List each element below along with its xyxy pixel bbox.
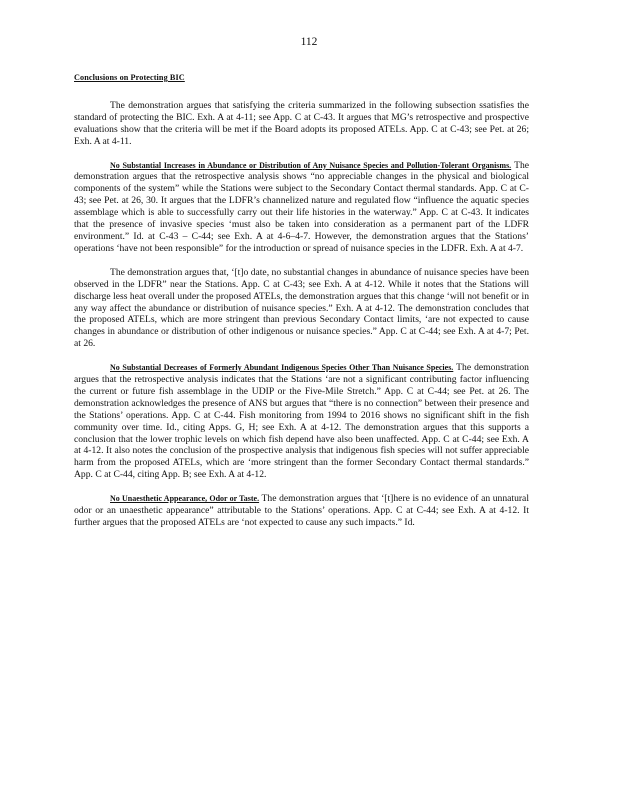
paragraph-aesthetics-body: The demonstration argues that ‘[t]here is no evidence of an unnatural odor or an unaesthetic appearance” attributable to the Stations’ operations. App. C at C-44; see Exh. A at 4-12. It further argues that the proposed ATELs are ‘not expected to cause any such impacts.” Id. xyxy=(74,493,529,528)
paragraph-indigenous-species-body: The demonstration argues that the retrospective analysis indicates that the Stations ‘are not a significant contributing factor influencing the current or future fish assemblage in the UDIP or the Five-Mile Stretch.” App. C at C-44; see Pet. at 26. The demonstration acknowledges the presence of ANS but argues that “there is no connection” between their presence and the Stations’ operations. App. C at C-44. Fish monitoring from 1994 to 2016 shows no significant shift in the fish community over time. Id., citing Apps. G, H; see Exh. A at 4-12. The demonstration argues that this supports a conclusion that the lower trophic levels on which fish depend have also been unaffected. App. C at C-44; see Exh. A at 4-12. It also notes the conclusion of the prospective analysis that indigenous fish species will not suffer appreciable harm from the proposed ATELs, which are ‘more stringent than the former Secondary Contact thermal standards.” App. C at C-44, citing App. B; see Exh. A at 4-12. xyxy=(74,362,529,481)
section-heading: Conclusions on Protecting BIC xyxy=(74,73,185,82)
page-number: 112 xyxy=(300,36,318,48)
run-in-heading-aesthetics: No Unaesthetic Appearance, Odor or Taste. xyxy=(110,494,260,504)
paragraph-nuisance-species-body: The demonstration argues that the retrospective analysis shows “no appreciable changes in the physical and biological components of the system” while the Stations were subject to the Secondary Contact thermal standards. App. C at C-43; see Pet. at 26, 30. It argues that the LDFR’s channelized nature and regulated flow “influence the aquatic species assemblage which is able to successfully carry out their life histories in the waterway.” App. C at C-43. It indicates that the presence of invasive species ‘must also be taken into consideration as a permanent part of the LDFR environment.” Id. at C-43 – C-44; see Exh. A at 4-6–4-7. However, the demonstration argues that the Stations’ operations ‘have not been responsible” for the introduction or spread of nuisance species in the LDFR. Exh. A at 4-7. xyxy=(74,159,530,254)
page-body xyxy=(74,72,529,543)
paragraph-nuisance-species xyxy=(74,160,529,255)
paragraph-aesthetics xyxy=(74,493,529,529)
paragraph-indigenous-species xyxy=(74,362,529,481)
run-in-heading-indigenous-species: No Substantial Decreases of Formerly Abundant Indigenous Species Other Than Nuisance Species. xyxy=(110,363,454,373)
paragraph-nuisance-changes: The demonstration argues that, ‘[t]o date, no substantial changes in abundance of nuisance species have been observed in the LDFR” near the Stations. App. C at C-43; see Exh. A at 4-12. While it notes that the Stations will discharge less heat overall under the proposed ATELs, the demonstration argues that this change ‘will not benefit or in any way affect the abundance or distribution of nuisance species.” Exh. A at 4-12. The demonstration concludes that the proposed ATELs, which are more stringent than previous Secondary Contact limits, ‘are not expected to cause changes in abundance or distribution of other indigenous or nuisance species.” App. C at C-44; see Exh. A at 4-7; Pet. at 26. xyxy=(74,266,529,350)
paragraph-summary: The demonstration argues that satisfying the criteria summarized in the following subsection ssatisfies the standard of protecting the BIC. Exh. A at 4-11; see App. C at C-43. It argues that MG’s retrospective and prospective evaluations show that the criteria will be met if the Board adopts its proposed ATELs. App. C at C-43; see Pet. at 26; Exh. A at 4-11. xyxy=(74,99,529,147)
run-in-heading-nuisance-species: No Substantial Increases in Abundance or Distribution of Any Nuisance Species and Pollution-Tolerant Organisms. xyxy=(110,160,512,170)
